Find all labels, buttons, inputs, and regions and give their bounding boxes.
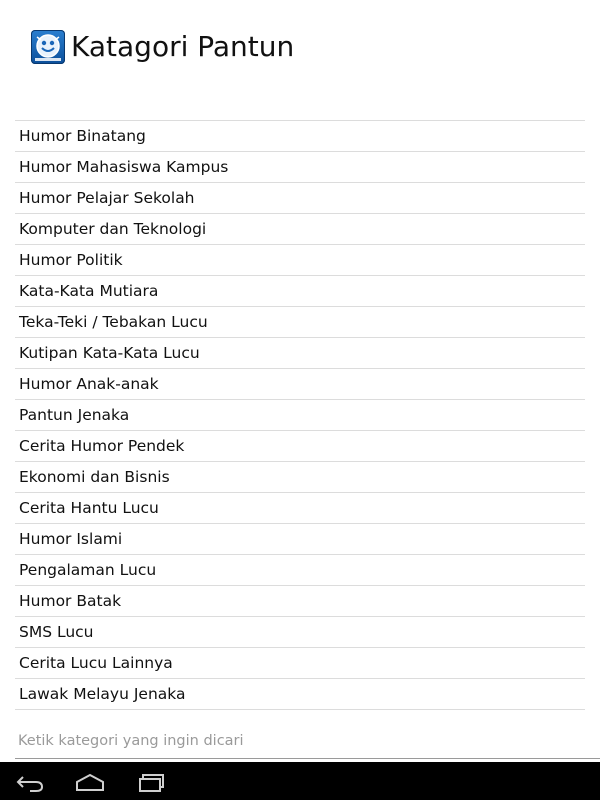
list-item[interactable]: Ekonomi dan Bisnis (15, 462, 585, 493)
list-item[interactable]: Humor Islami (15, 524, 585, 555)
search-input[interactable] (15, 726, 598, 756)
list-item[interactable]: Kutipan Kata-Kata Lucu (15, 338, 585, 369)
list-item[interactable]: Cerita Humor Pendek (15, 431, 585, 462)
list-item[interactable]: Pengalaman Lucu (15, 555, 585, 586)
list-item[interactable]: Humor Politik (15, 245, 585, 276)
home-button[interactable] (70, 768, 110, 796)
list-item[interactable]: Cerita Lucu Lainnya (15, 648, 585, 679)
app-logo-icon (31, 30, 65, 64)
back-button[interactable] (10, 768, 50, 796)
category-list (15, 120, 585, 710)
action-bar (0, 0, 600, 96)
recent-apps-button[interactable] (130, 768, 170, 796)
list-item[interactable]: Humor Pelajar Sekolah (15, 183, 585, 214)
list-item[interactable]: Teka-Teki / Tebakan Lucu (15, 307, 585, 338)
list-item[interactable]: Kata-Kata Mutiara (15, 276, 585, 307)
back-icon (10, 768, 50, 796)
list-item[interactable]: Humor Anak-anak (15, 369, 585, 400)
list-item[interactable]: SMS Lucu (15, 617, 585, 648)
recent-apps-icon (130, 768, 170, 796)
list-item[interactable]: Komputer dan Teknologi (15, 214, 585, 245)
list-item[interactable]: Pantun Jenaka (15, 400, 585, 431)
list-item[interactable]: Humor Binatang (15, 121, 585, 152)
list-item[interactable]: Lawak Melayu Jenaka (15, 679, 585, 710)
list-item[interactable]: Cerita Hantu Lucu (15, 493, 585, 524)
system-nav-bar (0, 762, 600, 800)
home-icon (70, 768, 110, 796)
list-item[interactable]: Humor Batak (15, 586, 585, 617)
page-title: Katagori Pantun (71, 30, 295, 63)
list-item[interactable]: Humor Mahasiswa Kampus (15, 152, 585, 183)
search-field-container (15, 726, 600, 759)
